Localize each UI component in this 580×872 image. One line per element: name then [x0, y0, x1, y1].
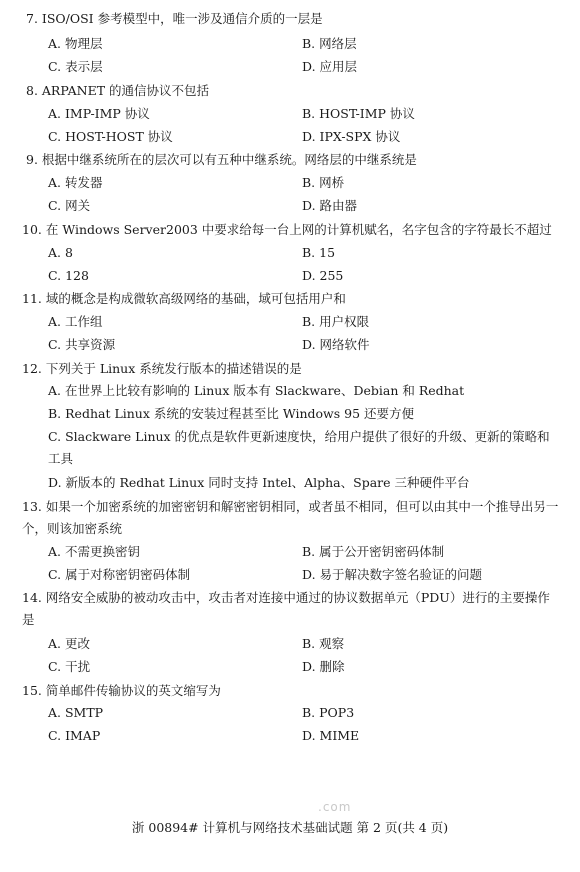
q9-option-d: D. 路由器: [302, 198, 358, 213]
q8-option-c: C. HOST-HOST 协议: [48, 129, 173, 144]
watermark: .com: [318, 800, 352, 814]
q10-option-c: C. 128: [48, 268, 89, 283]
q14-option-a: A. 更改: [48, 636, 90, 651]
q11-option-a: A. 工作组: [48, 314, 103, 329]
question-15: 15. 简单邮件传输协议的英文缩写为: [22, 683, 221, 698]
q12-option-d: D. 新版本的 Redhat Linux 同时支持 Intel、Alpha、Spare 三种硬件平台: [48, 475, 470, 490]
q7-option-c: C. 表示层: [48, 59, 103, 74]
q14-option-d: D. 删除: [302, 659, 345, 674]
q11-option-b: B. 用户权限: [302, 314, 370, 329]
q15-option-d: D. MIME: [302, 728, 360, 743]
q11-option-d: D. 网络软件: [302, 337, 370, 352]
question-11: 11. 域的概念是构成微软高级网络的基础，域可包括用户和: [22, 291, 346, 306]
q9-option-b: B. 网桥: [302, 175, 345, 190]
q14-option-b: B. 观察: [302, 636, 345, 651]
q7-option-a: A. 物理层: [48, 36, 103, 51]
question-13: 13. 如果一个加密系统的加密密钥和解密密钥相同，或者虽不相同，但可以由其中一个推导出另一个，则该加密系统: [22, 499, 559, 536]
question-12: 12. 下列关于 Linux 系统发行版本的描述错误的是: [22, 361, 302, 376]
q12-option-b: B. Redhat Linux 系统的安装过程甚至比 Windows 95 还要方便: [48, 406, 415, 421]
q7-option-d: D. 应用层: [302, 59, 358, 74]
question-10: 10. 在 Windows Server2003 中要求给每一台上网的计算机赋名，名字包含的字符最长不超过: [22, 222, 552, 237]
q11-option-c: C. 共享资源: [48, 337, 116, 352]
q13-option-c: C. 属于对称密钥密码体制: [48, 567, 191, 582]
question-14: 14. 网络安全威胁的被动攻击中，攻击者对连接中通过的协议数据单元（PDU）进行的主要操作是: [22, 590, 550, 627]
question-8: 8. ARPANET 的通信协议不包括: [26, 83, 210, 98]
q8-option-a: A. IMP-IMP 协议: [48, 106, 150, 121]
q12-option-a: A. 在世界上比较有影响的 Linux 版本有 Slackware、Debian 和 Redhat: [48, 383, 465, 398]
q13-option-b: B. 属于公开密钥密码体制: [302, 544, 445, 559]
q8-option-d: D. IPX-SPX 协议: [302, 129, 401, 144]
q12-option-c: C. Slackware Linux 的优点是软件更新速度快，给用户提供了很好的升级、更新的策略和工具: [48, 429, 550, 466]
q9-option-c: C. 网关: [48, 198, 91, 213]
q15-option-b: B. POP3: [302, 705, 355, 720]
q10-option-d: D. 255: [302, 268, 344, 283]
question-7: 7. ISO/OSI 参考模型中，唯一涉及通信介质的一层是: [26, 11, 323, 26]
q10-option-a: A. 8: [48, 245, 73, 260]
page-footer: 浙 00894# 计算机与网络技术基础试题 第 2 页(共 4 页): [131, 820, 449, 835]
q15-option-a: A. SMTP: [48, 705, 104, 720]
q9-option-a: A. 转发器: [48, 175, 103, 190]
q15-option-c: C. IMAP: [48, 728, 101, 743]
question-9: 9. 根据中继系统所在的层次可以有五种中继系统。网络层的中继系统是: [26, 152, 417, 167]
q7-option-b: B. 网络层: [302, 36, 357, 51]
q8-option-b: B. HOST-IMP 协议: [302, 106, 415, 121]
q13-option-d: D. 易于解决数字签名验证的问题: [302, 567, 483, 582]
q14-option-c: C. 干扰: [48, 659, 91, 674]
q13-option-a: A. 不需更换密钥: [48, 544, 140, 559]
q10-option-b: B. 15: [302, 245, 336, 260]
